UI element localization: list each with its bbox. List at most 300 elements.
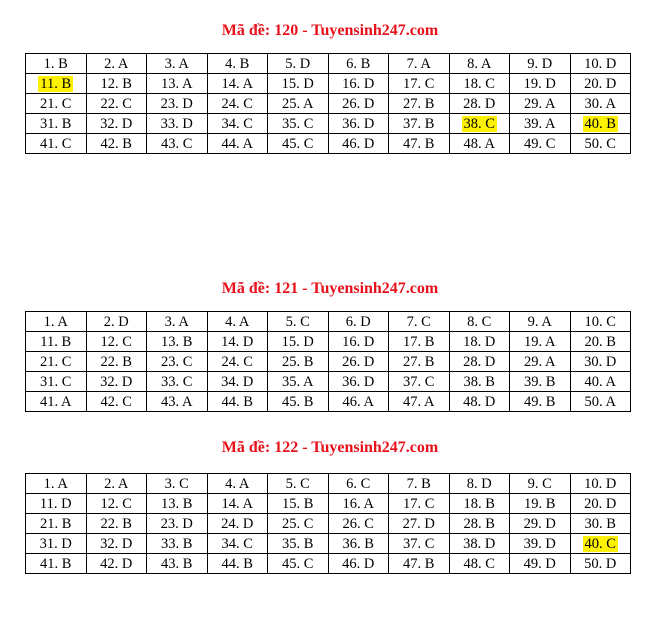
answer-text: 2. D [103,313,129,330]
answer-text: 8. D [466,475,492,492]
answer-cell [86,134,147,154]
answer-cell [570,54,631,74]
answer-cell [147,94,208,114]
answer-text: 31. B [40,115,72,132]
answer-cell [449,474,510,494]
answer-row [26,494,631,514]
answer-cell [147,332,208,352]
answer-cell [570,94,631,114]
answer-row [26,352,631,372]
answer-cell [147,392,208,412]
answer-table-121 [25,311,631,412]
answer-text: 10. C [584,313,616,330]
answer-cell [389,514,450,534]
answer-text: 33. C [161,373,193,390]
answer-text: 28. B [463,515,495,532]
answer-cell [147,312,208,332]
answer-cell [510,94,571,114]
answer-text: 41. A [40,393,72,410]
answer-cell [86,474,147,494]
answer-cell [389,554,450,574]
answer-text: 43. C [161,135,193,152]
answer-cell [147,54,208,74]
answer-text: 18. C [463,75,495,92]
answer-cell [510,494,571,514]
answer-cell [389,352,450,372]
answer-text: 5. C [285,475,310,492]
answer-text: 14. A [221,75,253,92]
answer-cell [570,332,631,352]
answer-cell [328,554,389,574]
answer-cell [328,494,389,514]
answer-text: 32. D [100,373,133,390]
answer-text: 34. D [221,373,254,390]
answer-cell [268,54,329,74]
answer-cell [449,312,510,332]
answer-cell [570,474,631,494]
answer-text: 8. A [467,55,492,72]
answer-text: 7. C [406,313,431,330]
answer-text: 1. A [43,313,68,330]
answer-cell [26,392,87,412]
answer-text: 23. C [161,353,193,370]
answer-text: 3. A [164,313,189,330]
answer-cell [147,534,208,554]
answer-text: 50. C [584,135,616,152]
answer-text: 27. B [403,95,435,112]
answer-text: 36. B [342,535,374,552]
answer-text: 24. C [221,353,253,370]
answer-cell [26,474,87,494]
answer-cell [268,94,329,114]
answer-cell [207,94,268,114]
answer-row [26,114,631,134]
answer-text: 33. B [161,535,193,552]
answer-text: 27. D [402,515,435,532]
answer-text: 29. A [524,353,556,370]
answer-text: 46. A [342,393,374,410]
answer-text: 43. B [161,555,193,572]
answer-cell [86,114,147,134]
answer-row [26,514,631,534]
answer-cell [328,134,389,154]
answer-cell [26,534,87,554]
answer-text: 7. A [406,55,431,72]
answer-text: 32. D [100,115,133,132]
answer-text: 50. A [584,393,616,410]
answer-text: 31. D [39,535,72,552]
answer-cell [207,372,268,392]
answer-cell [389,332,450,352]
answer-text: 13. B [161,495,193,512]
answer-cell [328,392,389,412]
answer-cell [570,554,631,574]
answer-text: 33. D [160,115,193,132]
answer-cell [86,352,147,372]
answer-cell [268,554,329,574]
answer-text: 38. C [463,115,495,132]
answer-text: 36. D [342,373,375,390]
answer-cell [147,514,208,534]
answer-text: 17. C [403,495,435,512]
answer-cell [449,554,510,574]
answer-text: 40. B [584,115,616,132]
answer-text: 46. D [342,555,375,572]
answer-cell [268,352,329,372]
answer-text: 24. D [221,515,254,532]
answer-text: 2. A [104,55,129,72]
answer-text: 17. C [403,75,435,92]
answer-cell [449,114,510,134]
answer-text: 3. C [164,475,189,492]
answer-cell [389,54,450,74]
answer-row [26,372,631,392]
answer-cell [207,534,268,554]
answer-text: 30. D [584,353,617,370]
answer-text: 1. A [43,475,68,492]
answer-cell [510,352,571,372]
answer-cell [207,554,268,574]
answer-text: 15. D [281,75,314,92]
answer-text: 37. B [403,115,435,132]
answer-text: 42. C [100,393,132,410]
answer-text: 19. D [523,75,556,92]
answer-text: 9. D [527,55,553,72]
answer-text: 4. A [225,313,250,330]
answer-text: 22. C [100,95,132,112]
answer-cell [328,372,389,392]
answer-cell [449,134,510,154]
answer-cell [389,372,450,392]
answer-text: 26. D [342,95,375,112]
answer-cell [389,114,450,134]
answer-cell [389,94,450,114]
answer-text: 23. D [160,515,193,532]
answer-cell [207,312,268,332]
answer-text: 2. A [104,475,129,492]
answer-text: 49. C [524,135,556,152]
answer-text: 37. C [403,373,435,390]
answer-cell [86,392,147,412]
answer-cell [26,74,87,94]
answer-row [26,474,631,494]
answer-cell [86,94,147,114]
answer-text: 10. D [584,55,617,72]
answer-cell [268,474,329,494]
answer-text: 1. B [43,55,68,72]
answer-text: 20. D [584,75,617,92]
answer-cell [26,134,87,154]
answer-cell [207,474,268,494]
answer-cell [207,392,268,412]
answer-text: 11. D [39,495,72,512]
answer-cell [510,372,571,392]
answer-cell [268,372,329,392]
answer-cell [328,94,389,114]
answer-cell [449,74,510,94]
answer-cell [207,74,268,94]
answer-cell [510,74,571,94]
answer-cell [147,352,208,372]
answer-text: 11. B [40,75,72,92]
answer-text: 15. B [282,495,314,512]
answer-text: 29. A [524,95,556,112]
answer-cell [86,54,147,74]
answer-cell [207,134,268,154]
answer-cell [207,352,268,372]
answer-text: 47. A [403,393,435,410]
answer-text: 22. B [100,515,132,532]
answer-text: 28. D [463,95,496,112]
answer-row [26,134,631,154]
answer-cell [26,332,87,352]
answer-cell [86,74,147,94]
answer-text: 20. B [584,333,616,350]
answer-text: 18. D [463,333,496,350]
answer-cell [328,352,389,372]
answer-cell [449,494,510,514]
answer-cell [86,312,147,332]
answer-text: 25. B [282,353,314,370]
answer-text: 34. C [221,535,253,552]
answer-row [26,332,631,352]
answer-text: 30. A [584,95,616,112]
answer-text: 49. D [523,555,556,572]
answer-cell [147,114,208,134]
answer-cell [570,392,631,412]
answer-cell [449,534,510,554]
answer-text: 37. C [403,535,435,552]
answer-text: 6. B [346,55,371,72]
answer-text: 22. B [100,353,132,370]
answer-cell [449,372,510,392]
answer-cell [449,514,510,534]
answer-cell [268,514,329,534]
answer-text: 21. C [40,353,72,370]
answer-text: 38. D [463,535,496,552]
answer-cell [510,114,571,134]
answer-cell [389,392,450,412]
answer-cell [510,54,571,74]
answer-text: 11. B [40,333,72,350]
answer-cell [570,134,631,154]
answer-cell [207,332,268,352]
answer-cell [26,372,87,392]
answer-text: 31. C [40,373,72,390]
answer-cell [570,372,631,392]
answer-text: 44. A [221,135,253,152]
answer-text: 46. D [342,135,375,152]
answer-text: 27. B [403,353,435,370]
answer-cell [510,514,571,534]
answer-cell [268,114,329,134]
answer-text: 43. A [161,393,193,410]
answer-cell [26,352,87,372]
answer-cell [328,332,389,352]
answer-text: 47. B [403,555,435,572]
answer-cell [207,114,268,134]
answer-cell [510,332,571,352]
answer-text: 4. B [225,55,250,72]
answer-cell [389,134,450,154]
answer-cell [86,534,147,554]
answer-text: 6. C [346,475,371,492]
answer-text: 50. D [584,555,617,572]
answer-cell [207,54,268,74]
title-122: Mã đề: 122 - Tuyensinh247.com [221,439,439,456]
answer-cell [26,114,87,134]
answer-text: 45. B [282,393,314,410]
answer-text: 42. B [100,135,132,152]
answer-cell [449,352,510,372]
answer-cell [26,54,87,74]
answer-cell [147,134,208,154]
answer-cell [449,54,510,74]
answer-text: 7. B [406,475,431,492]
answer-cell [389,494,450,514]
answer-cell [328,312,389,332]
answer-text: 28. D [463,353,496,370]
answer-text: 16. A [342,495,374,512]
answer-cell [570,352,631,372]
answer-cell [26,514,87,534]
answer-text: 15. D [281,333,314,350]
answer-text: 16. D [342,75,375,92]
answer-text: 49. B [524,393,556,410]
answer-text: 14. D [221,333,254,350]
answer-row [26,392,631,412]
answer-row [26,54,631,74]
answer-text: 32. D [100,535,133,552]
answer-cell [207,494,268,514]
answer-text: 41. B [40,555,72,572]
answer-cell [268,534,329,554]
answer-cell [268,392,329,412]
answer-text: 36. D [342,115,375,132]
answer-cell [449,392,510,412]
answer-row [26,312,631,332]
answer-cell [510,554,571,574]
answer-text: 5. D [285,55,311,72]
answer-cell [147,74,208,94]
answer-text: 44. B [221,555,253,572]
answer-cell [86,554,147,574]
answer-cell [26,312,87,332]
answer-text: 17. B [403,333,435,350]
answer-cell [570,312,631,332]
answer-text: 26. D [342,353,375,370]
answer-text: 21. C [40,95,72,112]
answer-text: 20. D [584,495,617,512]
answer-cell [570,74,631,94]
answer-text: 12. B [100,75,132,92]
answer-text: 45. C [282,555,314,572]
answer-text: 5. C [285,313,310,330]
answer-row [26,534,631,554]
answer-text: 6. D [345,313,371,330]
answer-text: 4. A [225,475,250,492]
answer-cell [26,554,87,574]
answer-cell [328,534,389,554]
answer-cell [268,74,329,94]
answer-text: 3. A [164,55,189,72]
answer-cell [207,514,268,534]
answer-cell [570,534,631,554]
answer-text: 16. D [342,333,375,350]
answer-text: 41. C [40,135,72,152]
answer-text: 40. A [584,373,616,390]
answer-text: 25. A [282,95,314,112]
answer-text: 19. A [524,333,556,350]
answer-cell [147,474,208,494]
answer-text: 38. B [463,373,495,390]
answer-cell [570,114,631,134]
answer-table-120 [25,53,631,154]
answer-text: 13. A [161,75,193,92]
answer-text: 39. A [524,115,556,132]
answer-text: 48. D [463,393,496,410]
answer-text: 10. D [584,475,617,492]
answer-cell [147,494,208,514]
answer-cell [510,474,571,494]
answer-text: 48. C [463,555,495,572]
answer-cell [268,312,329,332]
answer-cell [328,114,389,134]
answer-text: 42. D [100,555,133,572]
answer-cell [328,514,389,534]
answer-cell [449,332,510,352]
answer-cell [510,312,571,332]
answer-text: 40. C [584,535,616,552]
answer-cell [86,494,147,514]
answer-cell [268,494,329,514]
answer-cell [86,332,147,352]
title-120: Mã đề: 120 - Tuyensinh247.com [221,22,439,39]
answer-cell [449,94,510,114]
answer-cell [570,494,631,514]
answer-cell [86,514,147,534]
answer-text: 39. D [523,535,556,552]
answer-table-122 [25,473,631,574]
answer-text: 39. B [524,373,556,390]
answer-text: 29. D [523,515,556,532]
answer-text: 23. D [160,95,193,112]
answer-text: 44. B [221,393,253,410]
answer-text: 14. A [221,495,253,512]
answer-row [26,554,631,574]
answer-text: 13. B [161,333,193,350]
answer-cell [147,372,208,392]
answer-cell [328,474,389,494]
answer-row [26,74,631,94]
answer-cell [510,534,571,554]
answer-text: 25. C [282,515,314,532]
answer-cell [389,74,450,94]
answer-cell [86,372,147,392]
answer-cell [268,134,329,154]
answer-text: 34. C [221,115,253,132]
answer-cell [147,554,208,574]
answer-text: 19. B [524,495,556,512]
answer-cell [389,534,450,554]
answer-text: 18. B [463,495,495,512]
answer-cell [268,332,329,352]
answer-cell [510,392,571,412]
answer-text: 21. B [40,515,72,532]
answer-text: 30. B [584,515,616,532]
answer-cell [26,94,87,114]
answer-text: 26. C [342,515,374,532]
